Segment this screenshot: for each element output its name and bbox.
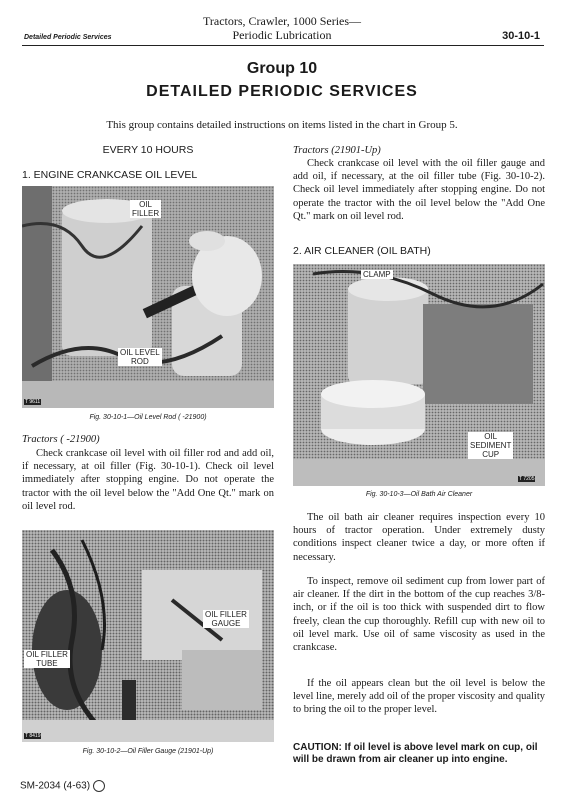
union-bug-icon [93, 780, 105, 792]
tractors-heading: Tractors ( -21900) [22, 434, 100, 445]
header-rule [22, 45, 544, 46]
every-10-hours-heading: EVERY 10 HOURS [102, 144, 194, 156]
paragraph: If the oil appears clean but the oil level is below the level line, merely add oil of the proper viscosity and quality to bring the oil to the proper level. [293, 678, 545, 716]
label-clamp: CLAMP [363, 270, 391, 279]
figure-oil-filler-gauge [22, 530, 274, 742]
figure-caption: Fig. 30-10-1—Oil Level Rod ( -21900) [89, 414, 207, 421]
label-oil-level-rod: OIL LEVEL ROD [120, 348, 160, 366]
label-oil-sediment-cup: OIL SEDIMENT CUP [470, 432, 512, 459]
label-oil-filler: OIL FILLER [132, 200, 160, 218]
footer [20, 780, 105, 792]
photo-tag: T 9611 [25, 399, 41, 405]
photo-tag: T 7205 [519, 476, 535, 482]
label-oil-filler-gauge: OIL FILLER GAUGE [205, 610, 247, 628]
header-title-line1: Tractors, Crawler, 1000 Series— [202, 14, 362, 28]
running-header [150, 14, 414, 42]
photo-tag: T 8419 [25, 733, 41, 739]
figure-oil-level-rod [22, 186, 274, 408]
page-number: 30-10-1 [502, 30, 540, 42]
header-title-line2: Periodic Lubrication [232, 28, 332, 42]
group-heading: Group 10 [246, 60, 318, 77]
section1-heading: 1. ENGINE CRANKCASE OIL LEVEL [22, 169, 198, 181]
label-oil-filler-tube: OIL FILLER TUBE [26, 650, 68, 668]
header-section-name: Detailed Periodic Services [24, 34, 112, 41]
section2-heading: 2. AIR CLEANER (OIL BATH) [293, 245, 431, 257]
caution-note: CAUTION: If oil level is above level mark on cup, oil will be drawn from air cleaner up into engine. [293, 742, 538, 765]
paragraph: The oil bath air cleaner requires inspection every 10 hours of tractor operation. Under extremely dusty conditions inspect cleaner twice a day, or more often if necessary. [293, 512, 545, 563]
figure-caption: Fig. 30-10-2—Oil Filler Gauge (21901-Up) [82, 748, 214, 755]
intro-text: This group contains detailed instructions on items listed in the chart in Group 5. [106, 119, 458, 131]
paragraph: To inspect, remove oil sediment cup from lower part of air cleaner. If the dirt in the bottom of the cup reaches 3/8-inch, or if the oil is too thick with suspended dirt to flow freely, clean the cup thoroughly. Refill cup with new oil to oil level mark. Use oil of same viscosity as used in the crankcase. [293, 576, 545, 654]
figure-oil-bath-air-cleaner [293, 264, 545, 486]
tractors-heading: Tractors (21901-Up) [293, 145, 381, 156]
footer-code: SM-2034 (4-63) [20, 780, 91, 792]
figure-caption: Fig. 30-10-3—Oil Bath Air Cleaner [365, 491, 473, 498]
paragraph: Check crankcase oil level with the oil filler gauge and add oil, if necessary, at the oil filler tube (Fig. 30-10-2). Check oil level immediately after stopping engine. Do not operate the tractor with the oil level below the "Add One Qt." mark on oil level rod. [293, 158, 545, 222]
paragraph: Check crankcase oil level with oil filler rod and add oil, if necessary, at oil filler (Fig. 30-10-1). Check oil level immediately after stopping engine. Do not operate the tractor with the oil level below the "Add One Qt." mark on oil level rod. [22, 448, 274, 512]
page-title: DETAILED PERIODIC SERVICES [146, 83, 418, 100]
